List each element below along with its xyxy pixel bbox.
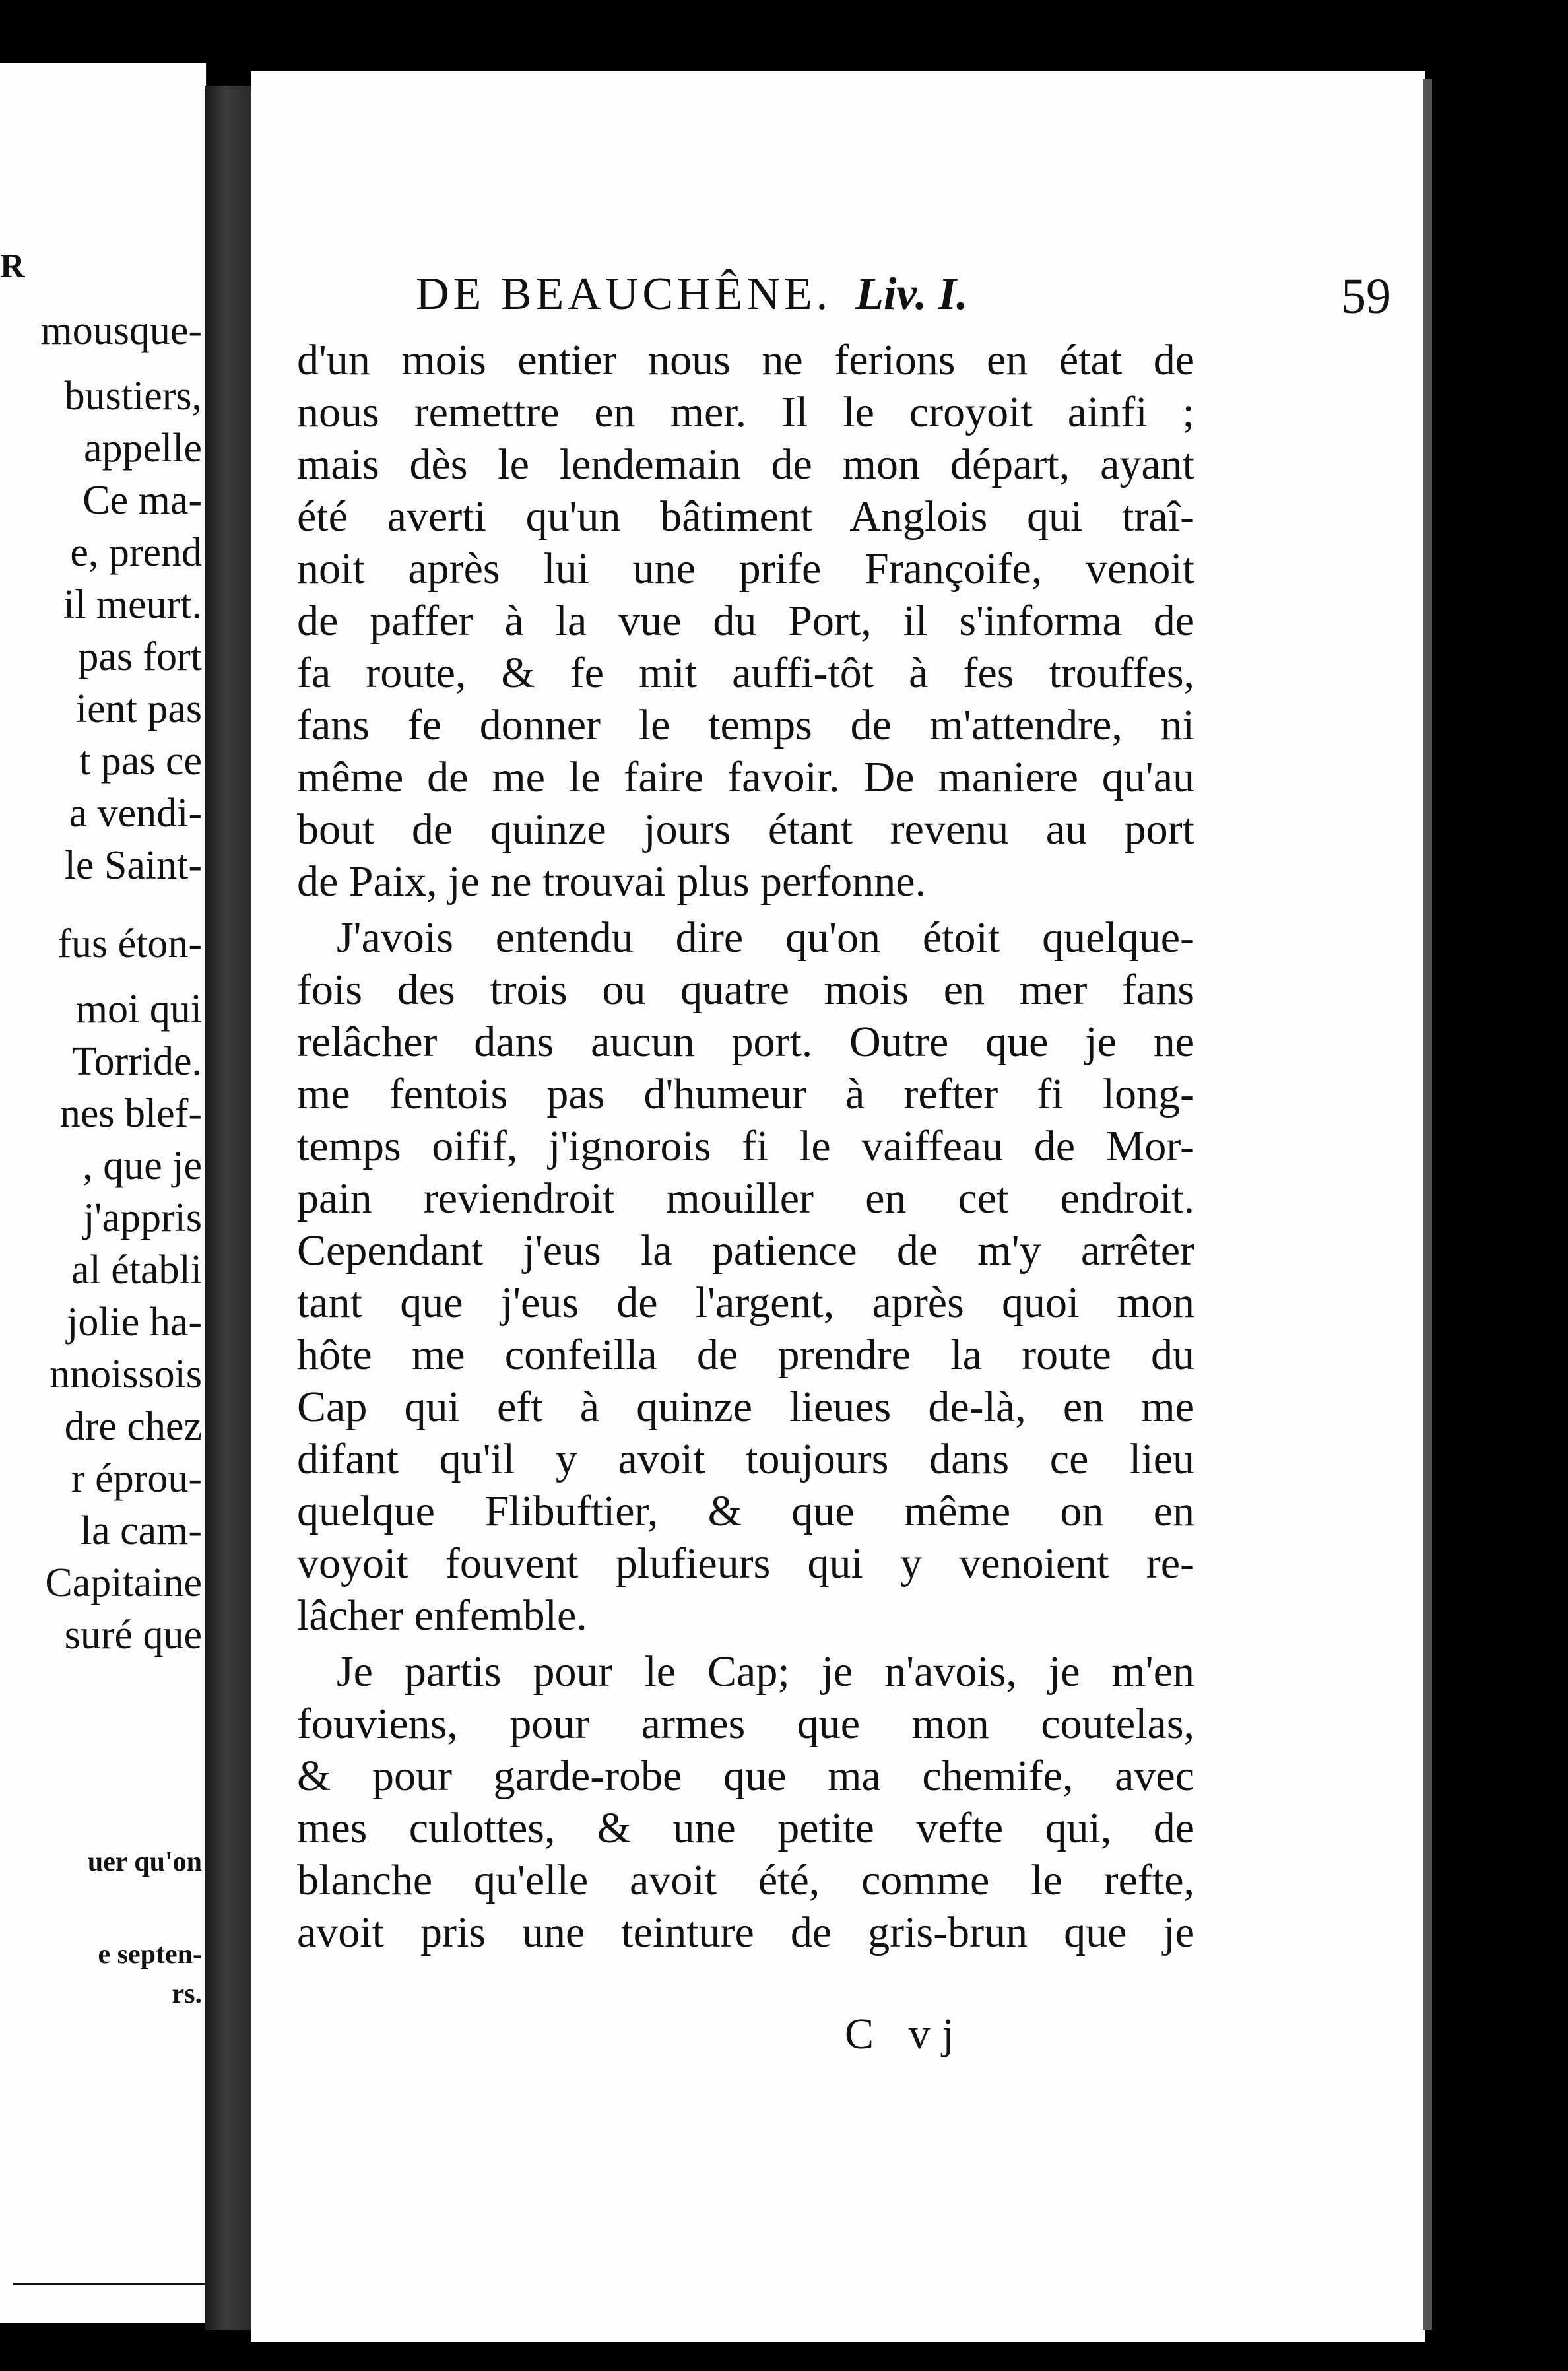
text-line: même de me le faire favoir. De maniere qu'au [297,753,1194,801]
text-line: blanche qu'elle avoit été, comme le refte, [297,1856,1194,1904]
left-page-fragment [0,63,207,2323]
left-page-line: Torride. [71,1039,202,1084]
left-page-line: la cam- [80,1508,202,1553]
right-page-edge [1423,79,1432,2330]
left-page-line: moi qui [75,987,202,1032]
text-line: hôte me confeilla de prendre la route du [297,1331,1194,1379]
running-head-title: DE BEAUCHÊNE. [416,269,832,319]
text-line: fa route, & fe mit auffi-tôt à fes trouffes, [297,649,1194,697]
left-page-footnote-line: rs. [172,1979,202,2009]
left-page-line: t pas ce [79,739,202,784]
left-page-line: dre chez [64,1404,202,1449]
text-line: avoit pris une teinture de gris-brun que je [297,1908,1194,1956]
text-line: Cap qui eft à quinze lieues de-là, en me [297,1383,1194,1431]
text-line: Je partis pour le Cap; je n'avois, je m'en [337,1648,1194,1696]
left-page-line: al établi [71,1248,202,1292]
text-line: tant que j'eus de l'argent, après quoi mon [297,1279,1194,1327]
left-page-footnote-line: uer qu'on [87,1847,202,1877]
text-line: relâcher dans aucun port. Outre que je ne [297,1018,1194,1066]
left-page-line: e, prend [70,530,202,575]
text-line: me fentois pas d'humeur à refter fi long- [297,1070,1194,1118]
left-page-line: appelle [83,426,202,471]
text-line: lâcher enfemble. [297,1591,587,1640]
text-line: d'un mois entier nous ne ferions en état de [297,336,1194,384]
left-page-line: Capitaine [45,1560,202,1605]
left-page-line: pas fort [78,634,202,679]
text-line: & pour garde-robe que ma chemife, avec [297,1752,1194,1800]
paragraph [297,1646,1194,1958]
left-page-line: nnoissois [49,1352,202,1397]
text-line: noit après lui une prife Françoife, venoit [297,545,1194,593]
right-page [251,71,1425,2342]
text-line: de paffer à la vue du Port, il s'informa de [297,597,1194,645]
text-line: J'avois entendu dire qu'on étoit quelque- [337,914,1194,962]
text-line: été averti qu'un bâtiment Anglois qui traî- [297,492,1194,541]
running-head-book: Liv. I. [855,269,968,319]
left-page-line: ient pas [75,686,202,731]
body-text [297,334,1194,1958]
text-line: voyoit fouvent plufieurs qui y venoient re- [297,1539,1194,1587]
left-page-line: a vendi- [69,791,202,836]
page-number: 59 [1341,269,1391,324]
running-head [416,268,1406,324]
left-page-footnote-line: e septen- [98,1939,202,1970]
paragraph [297,912,1194,1642]
left-page-line: Ce ma- [82,478,202,523]
text-line: Cependant j'eus la patience de m'y arrêter [297,1226,1194,1275]
left-page-header-fragment: R [0,248,25,285]
left-page-line: il meurt. [63,582,202,627]
footnote-rule [13,2283,205,2285]
paragraph [297,334,1194,908]
left-page-line: fus éton- [57,921,202,966]
left-page-line: bustiers, [64,374,202,418]
text-line: mes culottes, & une petite vefte qui, de [297,1804,1194,1852]
text-line: mais dès le lendemain de mon départ, ayant [297,440,1194,488]
left-page-line: , que je [82,1143,202,1188]
text-line: fouviens, pour armes que mon coutelas, [297,1700,1194,1748]
left-page-line: jolie ha- [67,1300,202,1345]
left-page-line: nes blef- [59,1091,202,1136]
text-line: de Paix, je ne trouvai plus perfonne. [297,857,927,906]
left-page-line: mousque- [40,308,202,353]
signature-mark: C vj [845,2010,966,2058]
text-line: fois des trois ou quatre mois en mer fans [297,966,1194,1014]
text-line: quelque Flibuftier, & que même on en [297,1487,1194,1535]
text-line: bout de quinze jours étant revenu au port [297,805,1194,853]
text-line: nous remettre en mer. Il le croyoit ainfi ; [297,388,1194,436]
text-line: temps oifif, j'ignorois fi le vaiffeau de Mor- [297,1122,1194,1170]
book-gutter [205,86,257,2330]
left-page-line: j'appris [83,1195,202,1240]
left-page-line: le Saint- [64,843,202,888]
left-page-line: suré que [64,1613,202,1657]
left-page-line: r éprou- [71,1456,202,1501]
text-line: pain reviendroit mouiller en cet endroit. [297,1174,1194,1222]
text-line: fans fe donner le temps de m'attendre, ni [297,701,1194,749]
text-line: difant qu'il y avoit toujours dans ce lieu [297,1435,1194,1483]
